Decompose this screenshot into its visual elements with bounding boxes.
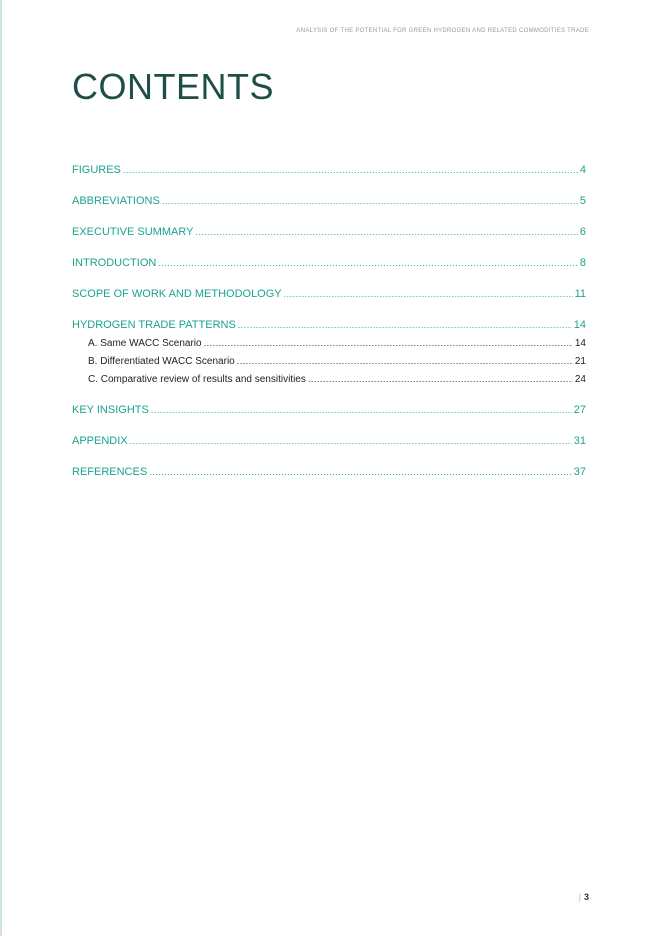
toc-subentry-label: C. Comparative review of results and sensitivities	[88, 374, 306, 385]
toc-entry-label: FIGURES	[72, 164, 121, 176]
dot-leader	[237, 356, 573, 366]
toc-entry-page: 4	[579, 164, 586, 176]
toc-entry-executive-summary[interactable]	[72, 226, 586, 257]
dot-leader	[284, 289, 573, 299]
footer-separator: |	[578, 892, 581, 902]
toc-subentry-same-wacc[interactable]	[72, 338, 586, 356]
toc-subentry-comparative-review[interactable]	[72, 374, 586, 404]
toc-entry-page: 14	[573, 319, 586, 331]
running-header: ANALYSIS OF THE POTENTIAL FOR GREEN HYDROGEN AND RELATED COMMODITIES TRADE	[296, 28, 589, 34]
toc-entry-page: 27	[573, 404, 586, 416]
toc-entry-label: APPENDIX	[72, 435, 128, 447]
toc-entry-label: INTRODUCTION	[72, 257, 157, 269]
dot-leader	[204, 338, 573, 348]
table-of-contents	[72, 164, 586, 497]
dot-leader	[162, 196, 578, 206]
toc-subentry-page: 24	[574, 374, 586, 385]
toc-entry-label: KEY INSIGHTS	[72, 404, 149, 416]
toc-entry-label: REFERENCES	[72, 466, 148, 478]
page-footer	[579, 892, 589, 902]
toc-entry-abbreviations[interactable]	[72, 195, 586, 226]
toc-entry-references[interactable]	[72, 466, 586, 497]
dot-leader	[195, 227, 577, 237]
toc-entry-label: SCOPE OF WORK AND METHODOLOGY	[72, 288, 282, 300]
toc-entry-introduction[interactable]	[72, 257, 586, 288]
toc-entry-label: EXECUTIVE SUMMARY	[72, 226, 194, 238]
toc-entry-label: ABBREVIATIONS	[72, 195, 160, 207]
dot-leader	[308, 374, 573, 384]
dot-leader	[123, 165, 578, 175]
page-number: 3	[583, 892, 589, 902]
dot-leader	[238, 320, 572, 330]
toc-entry-appendix[interactable]	[72, 435, 586, 466]
dot-leader	[158, 258, 578, 268]
toc-subentry-page: 21	[574, 356, 586, 367]
toc-entry-page: 8	[579, 257, 586, 269]
toc-entry-figures[interactable]	[72, 164, 586, 195]
toc-entry-page: 11	[574, 288, 586, 300]
toc-entry-key-insights[interactable]	[72, 404, 586, 435]
dot-leader	[130, 436, 572, 446]
page-edge	[0, 0, 2, 936]
toc-entry-page: 5	[579, 195, 586, 207]
toc-entry-page: 31	[573, 435, 586, 447]
page-title: CONTENTS	[72, 66, 274, 107]
toc-subentry-differentiated-wacc[interactable]	[72, 356, 586, 374]
toc-subentry-label: B. Differentiated WACC Scenario	[88, 356, 235, 367]
toc-entry-label: HYDROGEN TRADE PATTERNS	[72, 319, 236, 331]
toc-subentry-page: 14	[574, 338, 586, 349]
dot-leader	[149, 467, 572, 477]
toc-subentry-label: A. Same WACC Scenario	[88, 338, 202, 349]
toc-entry-scope[interactable]	[72, 288, 586, 319]
toc-entry-page: 6	[579, 226, 586, 238]
dot-leader	[151, 405, 572, 415]
toc-entry-page: 37	[573, 466, 586, 478]
toc-entry-hydrogen-trade-patterns[interactable]	[72, 319, 586, 338]
